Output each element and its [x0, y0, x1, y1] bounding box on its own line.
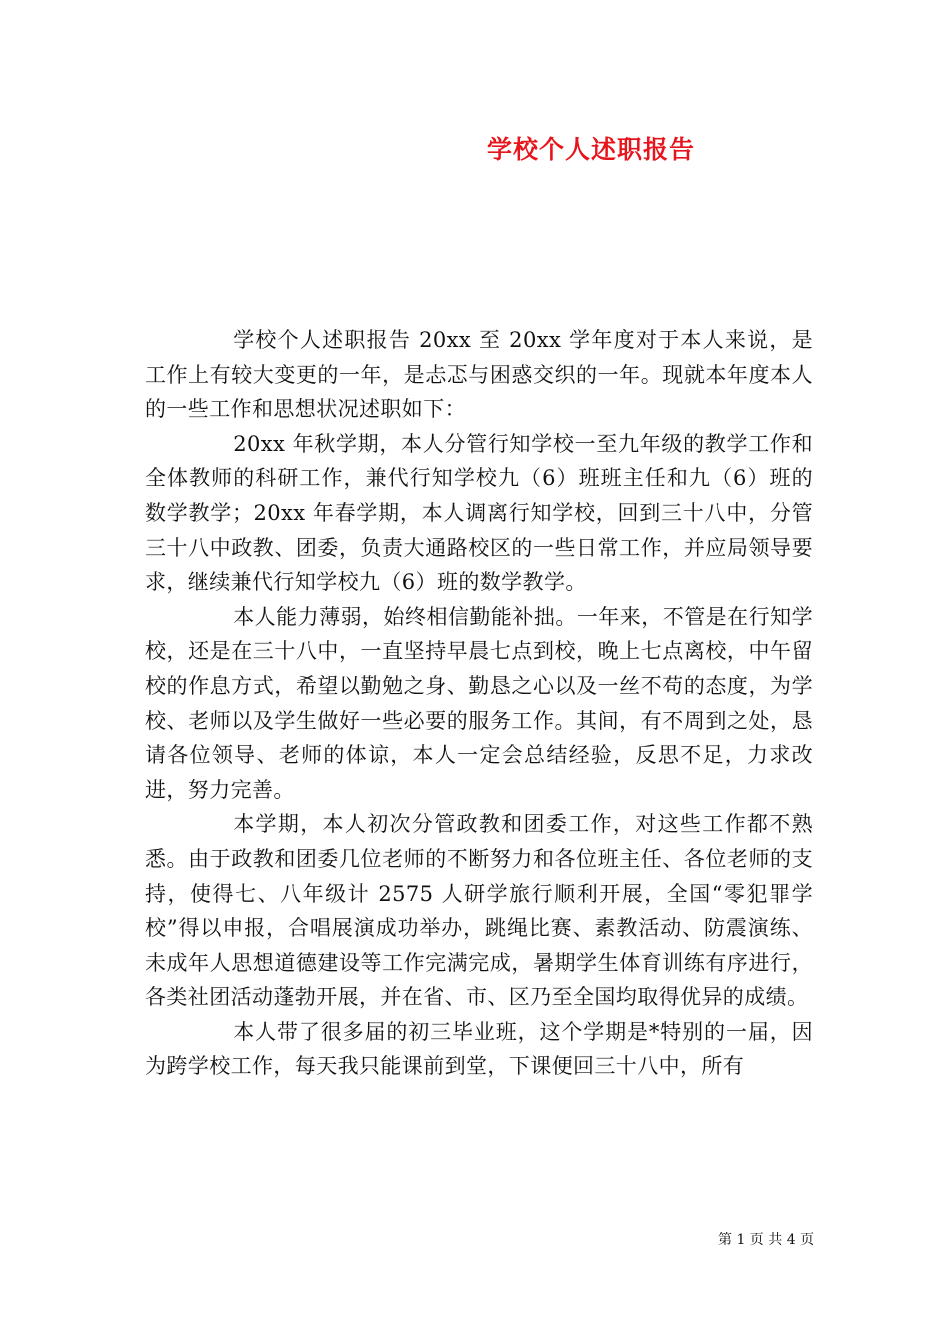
- document-title: 学校个人述职报告: [487, 135, 696, 164]
- paragraph: 本学期，本人初次分管政教和团委工作，对这些工作都不熟悉。由于政教和团委几位老师的不断努力和各位班主任、各位老师的支持，使得七、八年级计 2575 人研学旅行顺利开展，全国“零犯罪学校”得以申报，合唱展演成功举办，跳绳比赛、素教活动、防震演练、未成年人思想道德建设等工作完满完成，暑期学生体育训练有序进行，各类社团活动蓬勃开展，并在省、市、区乃至全国均取得优异的成绩。: [145, 812, 813, 1010]
- paragraph: 本人带了很多届的初三毕业班，这个学期是*特别的一届，因为跨学校工作，每天我只能课前到堂，下课便回三十八中，所有: [145, 1019, 813, 1079]
- page-number-footer: 第 1 页 共 4 页: [718, 1232, 815, 1248]
- document-body: [145, 323, 813, 1084]
- paragraph: 学校个人述职报告 20xx 至 20xx 学年度对于本人来说，是工作上有较大变更的一年，是忐忑与困惑交织的一年。现就本年度本人的一些工作和思想状况述职如下：: [145, 328, 813, 422]
- paragraph: 本人能力薄弱，始终相信勤能补拙。一年来，不管是在行知学校，还是在三十八中，一直坚持早晨七点到校，晚上七点离校，中午留校的作息方式，希望以勤勉之身、勤恳之心以及一丝不苟的态度，为学校、老师以及学生做好一些必要的服务工作。其间，有不周到之处，恳请各位领导、老师的体谅，本人一定会总结经验，反思不足，力求改进，努力完善。: [145, 604, 813, 802]
- paragraph: 20xx 年秋学期，本人分管行知学校一至九年级的教学工作和全体教师的科研工作，兼代行知学校九（6）班班主任和九（6）班的数学教学；20xx 年春学期，本人调离行知学校，回到三十八中，分管三十八中政教、团委，负责大通路校区的一些日常工作，并应局领导要求，继续兼代行知学校九（6）班的数学教学。: [145, 431, 813, 595]
